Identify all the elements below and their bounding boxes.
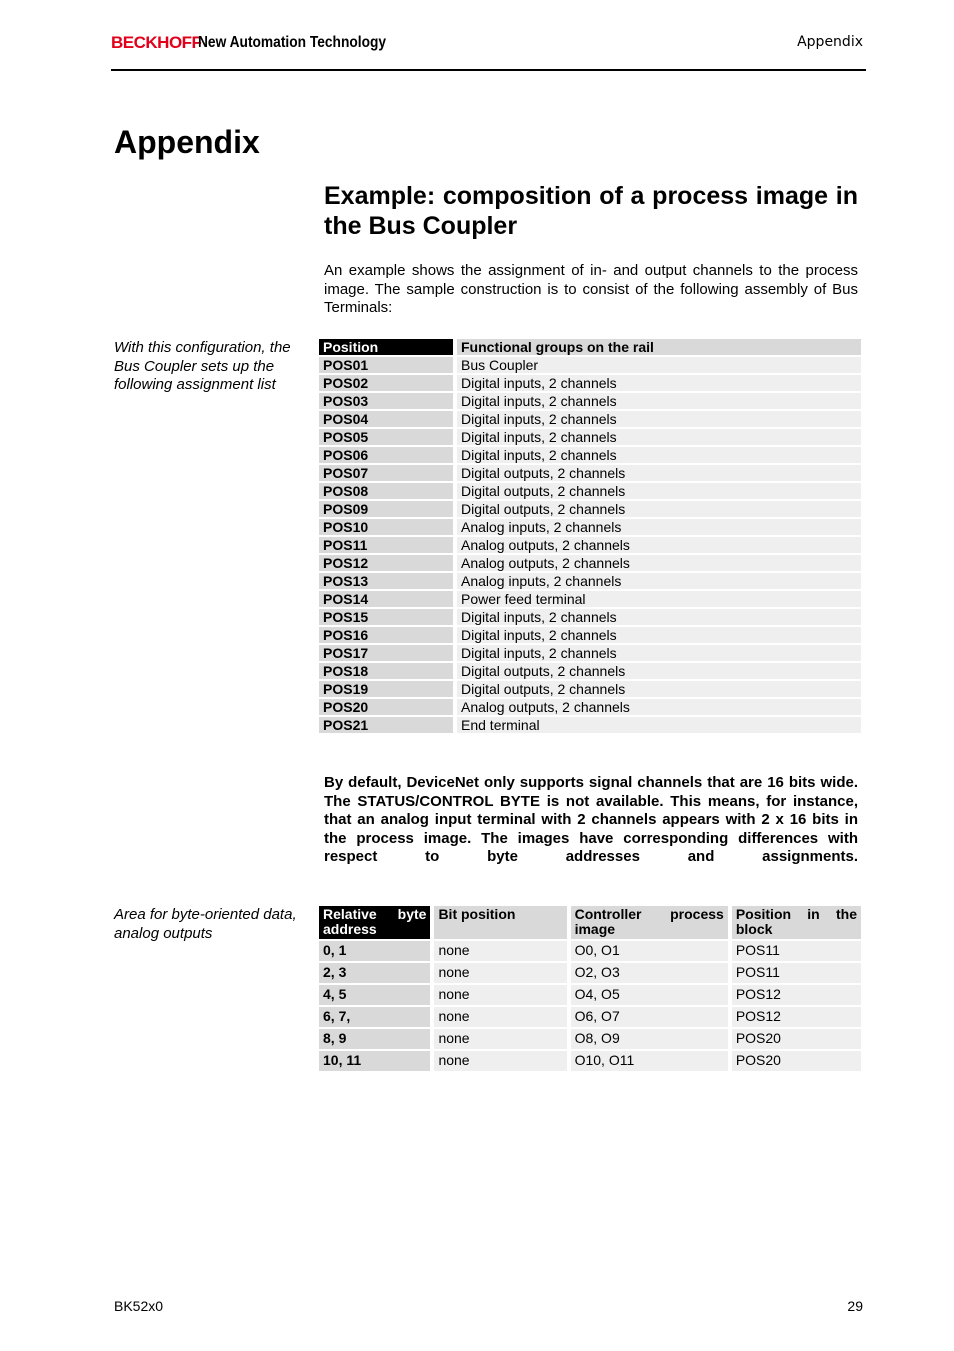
column-header-position: Position bbox=[319, 339, 453, 355]
table-row bbox=[319, 963, 861, 983]
table-row bbox=[319, 645, 861, 661]
process-image-cell: O8, O9 bbox=[571, 1029, 728, 1049]
table-header-row bbox=[319, 339, 861, 355]
footer-document-id: BK52x0 bbox=[114, 1298, 164, 1314]
analog-outputs-table bbox=[315, 904, 865, 1073]
intro-paragraph: An example shows the assignment of in- and output channels to the process image. The sample construction is to consist of the following assembly of Bus Terminals: bbox=[324, 262, 858, 316]
functional-group-cell: Digital outputs, 2 channels bbox=[457, 663, 861, 679]
table-row bbox=[319, 375, 861, 391]
position-cell: POS09 bbox=[319, 501, 453, 517]
byte-address-cell: 4, 5 bbox=[319, 985, 430, 1005]
position-cell: POS04 bbox=[319, 411, 453, 427]
table-row bbox=[319, 1051, 861, 1071]
brand-logo: BECKHOFF bbox=[111, 33, 202, 52]
column-header-position-in-block bbox=[732, 906, 861, 939]
functional-group-cell: Bus Coupler bbox=[457, 357, 861, 373]
bit-position-cell: none bbox=[434, 1007, 566, 1027]
position-cell: POS08 bbox=[319, 483, 453, 499]
table-row bbox=[319, 609, 861, 625]
header-word: block bbox=[735, 921, 773, 937]
functional-group-cell: Digital inputs, 2 channels bbox=[457, 447, 861, 463]
table-row bbox=[319, 483, 861, 499]
process-image-cell: O10, O11 bbox=[571, 1051, 728, 1071]
table-row bbox=[319, 555, 861, 571]
process-image-cell: O6, O7 bbox=[571, 1007, 728, 1027]
header-word: address bbox=[323, 921, 377, 937]
functional-group-cell: Analog outputs, 2 channels bbox=[457, 555, 861, 571]
position-cell: POS15 bbox=[319, 609, 453, 625]
position-cell: POS17 bbox=[319, 645, 453, 661]
column-header-functional-groups: Functional groups on the rail bbox=[457, 339, 861, 355]
table-row bbox=[319, 717, 861, 733]
functional-group-cell: Digital outputs, 2 channels bbox=[457, 465, 861, 481]
table-row bbox=[319, 357, 861, 373]
process-image-cell: O0, O1 bbox=[571, 941, 728, 961]
table-row bbox=[319, 519, 861, 535]
table-row bbox=[319, 501, 861, 517]
functional-group-cell: Digital inputs, 2 channels bbox=[457, 393, 861, 409]
table-header-row bbox=[319, 906, 861, 939]
position-cell: POS18 bbox=[319, 663, 453, 679]
table-row bbox=[319, 663, 861, 679]
table-row bbox=[319, 393, 861, 409]
byte-address-cell: 6, 7, bbox=[319, 1007, 430, 1027]
section-title: Example: composition of a process image in the Bus Coupler bbox=[324, 182, 858, 240]
header-word: Controller bbox=[574, 906, 642, 922]
position-cell: POS10 bbox=[319, 519, 453, 535]
table-row bbox=[319, 573, 861, 589]
page-title: Appendix bbox=[114, 124, 260, 160]
bit-position-cell: none bbox=[434, 985, 566, 1005]
column-header-controller-process-image bbox=[571, 906, 728, 939]
position-cell: POS11 bbox=[319, 537, 453, 553]
header-word: byte bbox=[397, 906, 427, 922]
table-row bbox=[319, 447, 861, 463]
position-cell: POS12 bbox=[319, 555, 453, 571]
position-cell: POS03 bbox=[319, 393, 453, 409]
process-image-cell: O2, O3 bbox=[571, 963, 728, 983]
header-word: the bbox=[835, 906, 857, 922]
bit-position-cell: none bbox=[434, 941, 566, 961]
table-row bbox=[319, 941, 861, 961]
byte-address-cell: 10, 11 bbox=[319, 1051, 430, 1071]
functional-group-cell: Digital outputs, 2 channels bbox=[457, 681, 861, 697]
process-image-cell: O4, O5 bbox=[571, 985, 728, 1005]
position-cell: POS13 bbox=[319, 573, 453, 589]
table-row bbox=[319, 1007, 861, 1027]
bit-position-cell: none bbox=[434, 1051, 566, 1071]
side-note-assignment: With this configuration, the Bus Coupler sets up the following assignment list bbox=[114, 339, 291, 393]
functional-group-cell: Digital inputs, 2 channels bbox=[457, 609, 861, 625]
block-position-cell: POS12 bbox=[732, 1007, 861, 1027]
functional-group-cell: Digital outputs, 2 channels bbox=[457, 483, 861, 499]
position-cell: POS14 bbox=[319, 591, 453, 607]
header-word: image bbox=[574, 921, 616, 937]
header-word: process bbox=[670, 906, 724, 922]
devicenet-note: By default, DeviceNet only supports signal channels that are 16 bits wide. The STATUS/CONTROL BYTE is not available. This means, for instance, that an analog input terminal with 2 channels appears with 2 x 16 bits in the process image. The images have corresponding differences with respect to byte addresses and assignments. bbox=[324, 774, 858, 865]
functional-group-cell: Analog inputs, 2 channels bbox=[457, 573, 861, 589]
terminals-table-body bbox=[319, 357, 861, 733]
brand-tagline: New Automation Technology bbox=[198, 34, 387, 51]
table-row bbox=[319, 985, 861, 1005]
functional-group-cell: Analog inputs, 2 channels bbox=[457, 519, 861, 535]
footer-page-number: 29 bbox=[847, 1298, 863, 1314]
position-cell: POS07 bbox=[319, 465, 453, 481]
bit-position-cell: none bbox=[434, 963, 566, 983]
block-position-cell: POS12 bbox=[732, 985, 861, 1005]
functional-group-cell: Digital inputs, 2 channels bbox=[457, 627, 861, 643]
position-cell: POS19 bbox=[319, 681, 453, 697]
block-position-cell: POS20 bbox=[732, 1029, 861, 1049]
block-position-cell: POS11 bbox=[732, 963, 861, 983]
functional-group-cell: Digital inputs, 2 channels bbox=[457, 429, 861, 445]
table-row bbox=[319, 1029, 861, 1049]
table-row bbox=[319, 537, 861, 553]
position-cell: POS05 bbox=[319, 429, 453, 445]
analog-outputs-table-body bbox=[319, 941, 861, 1071]
table-row bbox=[319, 429, 861, 445]
table-row bbox=[319, 627, 861, 643]
table-row bbox=[319, 465, 861, 481]
functional-group-cell: Digital outputs, 2 channels bbox=[457, 501, 861, 517]
block-position-cell: POS20 bbox=[732, 1051, 861, 1071]
byte-address-cell: 8, 9 bbox=[319, 1029, 430, 1049]
functional-group-cell: Analog outputs, 2 channels bbox=[457, 699, 861, 715]
header-word: Position bbox=[735, 906, 792, 922]
table-row bbox=[319, 681, 861, 697]
bit-position-cell: none bbox=[434, 1029, 566, 1049]
position-cell: POS06 bbox=[319, 447, 453, 463]
running-header-section: Appendix bbox=[797, 34, 863, 50]
header-divider bbox=[111, 69, 866, 71]
functional-group-cell: Digital inputs, 2 channels bbox=[457, 411, 861, 427]
position-cell: POS16 bbox=[319, 627, 453, 643]
block-position-cell: POS11 bbox=[732, 941, 861, 961]
header-word: Relative bbox=[323, 906, 377, 922]
header-word: in bbox=[807, 906, 820, 922]
position-cell: POS20 bbox=[319, 699, 453, 715]
functional-group-cell: Power feed terminal bbox=[457, 591, 861, 607]
functional-group-cell: Analog outputs, 2 channels bbox=[457, 537, 861, 553]
table-row bbox=[319, 699, 861, 715]
functional-group-cell: Digital inputs, 2 channels bbox=[457, 645, 861, 661]
byte-address-cell: 2, 3 bbox=[319, 963, 430, 983]
table-row bbox=[319, 411, 861, 427]
functional-group-cell: End terminal bbox=[457, 717, 861, 733]
terminals-table bbox=[315, 337, 865, 735]
side-note-analog-outputs: Area for byte-oriented data, analog outputs bbox=[114, 906, 297, 942]
position-cell: POS21 bbox=[319, 717, 453, 733]
column-header-relative-byte-address bbox=[319, 906, 430, 939]
functional-group-cell: Digital inputs, 2 channels bbox=[457, 375, 861, 391]
position-cell: POS01 bbox=[319, 357, 453, 373]
position-cell: POS02 bbox=[319, 375, 453, 391]
table-row bbox=[319, 591, 861, 607]
byte-address-cell: 0, 1 bbox=[319, 941, 430, 961]
column-header-bit-position: Bit position bbox=[434, 906, 566, 939]
